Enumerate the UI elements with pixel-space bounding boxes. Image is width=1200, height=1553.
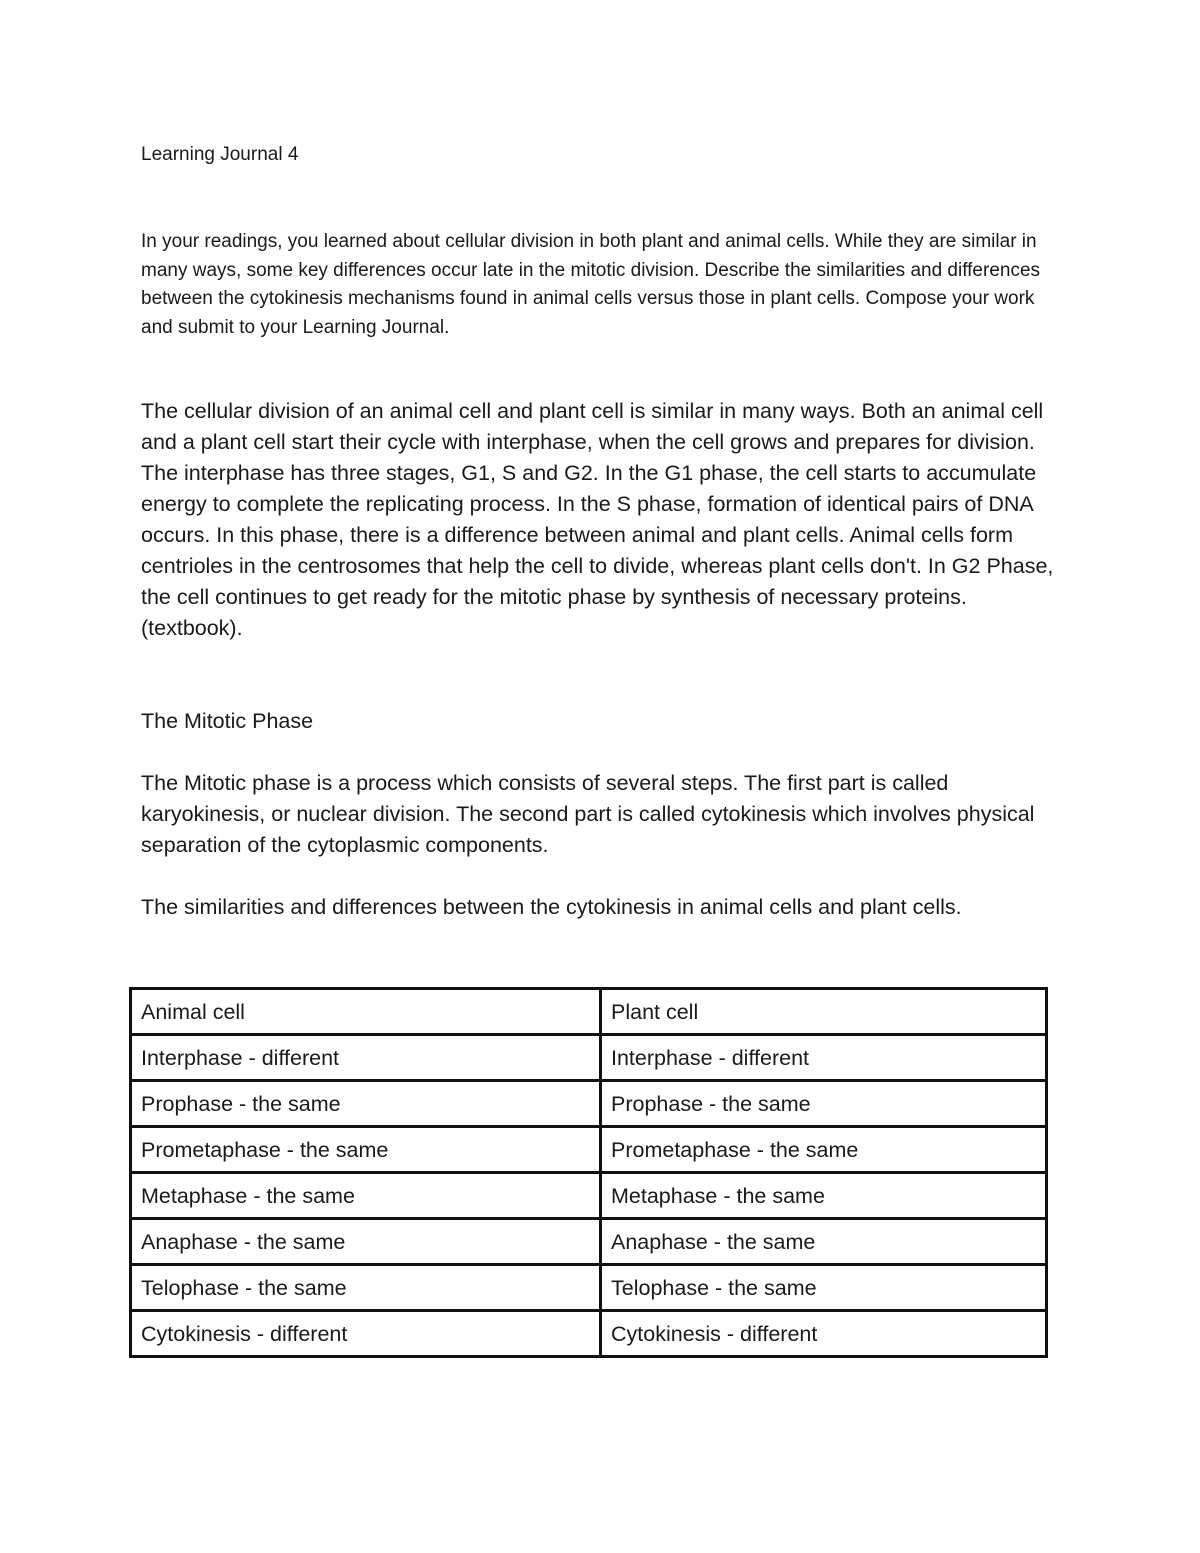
table-row: [131, 1035, 1047, 1081]
plant-cell-value: Cytokinesis - different: [601, 1311, 1047, 1357]
plant-cell-value: Prophase - the same: [601, 1081, 1047, 1127]
phase-comparison-table: [129, 987, 1048, 1358]
plant-cell-value: Telophase - the same: [601, 1265, 1047, 1311]
mitotic-phase-paragraph: The Mitotic phase is a process which consists of several steps. The first part is called karyokinesis, or nuclear division. The second part is called cytokinesis which involves physical separation of the cytoplasmic components.: [141, 771, 1035, 857]
table-row: [131, 1081, 1047, 1127]
animal-cell-value: Prometaphase - the same: [131, 1127, 601, 1173]
header-plant-cell: Plant cell: [601, 989, 1047, 1035]
table-header-row: [131, 989, 1047, 1035]
animal-cell-value: Prophase - the same: [131, 1081, 601, 1127]
table-row: [131, 1173, 1047, 1219]
document-title: Learning Journal 4: [141, 144, 299, 165]
animal-cell-value: Interphase - different: [131, 1035, 601, 1081]
assignment-prompt: In your readings, you learned about cellular division in both plant and animal cells. While they are similar in many ways, some key differences occur late in the mitotic division. Describe the similarities and differences between the cytokinesis mechanisms found in animal cells versus those in plant cells. Compose your work and submit to your Learning Journal.: [141, 231, 1041, 338]
table-row: [131, 1311, 1047, 1357]
table-row: [131, 1265, 1047, 1311]
animal-cell-value: Anaphase - the same: [131, 1219, 601, 1265]
table-intro-paragraph: The similarities and differences between the cytokinesis in animal cells and plant cells.: [141, 895, 962, 919]
plant-cell-value: Metaphase - the same: [601, 1173, 1047, 1219]
animal-cell-value: Metaphase - the same: [131, 1173, 601, 1219]
animal-cell-value: Cytokinesis - different: [131, 1311, 601, 1357]
table-row: [131, 1127, 1047, 1173]
plant-cell-value: Interphase - different: [601, 1035, 1047, 1081]
table-row: [131, 1219, 1047, 1265]
animal-cell-value: Telophase - the same: [131, 1265, 601, 1311]
intro-paragraph: The cellular division of an animal cell and plant cell is similar in many ways. Both an animal cell and a plant cell start their cycle with interphase, when the cell grows and prepares for division. The interphase has three stages, G1, S and G2. In the G1 phase, the cell starts to accumulate energy to complete the replicating process. In the S phase, formation of identical pairs of DNA occurs. In this phase, there is a difference between animal and plant cells. Animal cells form centrioles in the centrosomes that help the cell to divide, whereas plant cells don't. In G2 Phase, the cell continues to get ready for the mitotic phase by synthesis of necessary proteins. (textbook).: [141, 399, 1054, 640]
plant-cell-value: Anaphase - the same: [601, 1219, 1047, 1265]
header-animal-cell: Animal cell: [131, 989, 601, 1035]
section-heading-mitotic-phase: The Mitotic Phase: [141, 709, 314, 733]
plant-cell-value: Prometaphase - the same: [601, 1127, 1047, 1173]
